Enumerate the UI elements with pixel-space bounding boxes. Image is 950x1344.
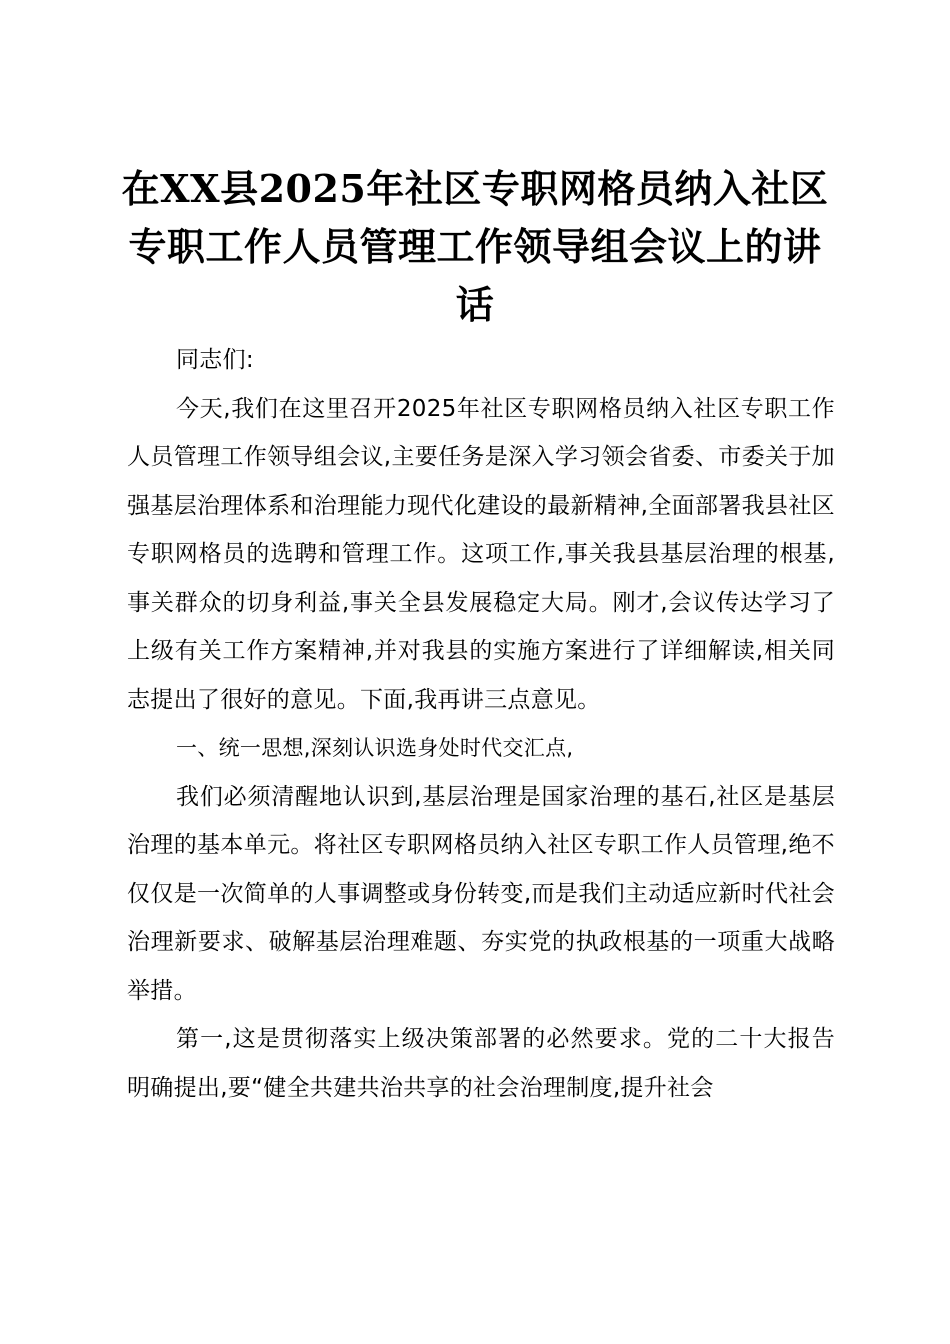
paragraph-first-point: 第一,这是贯彻落实上级决策部署的必然要求。党的二十大报告明确提出,要“健全共建共治共享的社会治理制度,提升社会 bbox=[127, 1026, 835, 1101]
section-heading: 一、统一思想,深刻认识选身处时代交汇点, bbox=[176, 736, 574, 760]
document-title: 在XX县2025年社区专职网格员纳入社区专职工作人员管理工作领导组会议上的讲话 bbox=[121, 166, 829, 327]
paragraph-grassroots: 我们必须清醒地认识到,基层治理是国家治理的基石,社区是基层治理的基本单元。将社区专职网格员纳入社区专职工作人员管理,绝不仅仅是一次简单的人事调整或身份转变,而是我们主动适应新时代社会治理新要求、破解基层治理难题、夯实党的执政根基的一项重大战略举措。 bbox=[127, 783, 835, 1004]
paragraph-intro: 今天,我们在这里召开2025年社区专职网格员纳入社区专职工作人员管理工作领导组会议,主要任务是深入学习领会省委、市委关于加强基层治理体系和治理能力现代化建设的最新精神,全面部署我县社区专职网格员的选聘和管理工作。这项工作,事关我县基层治理的根基,事关群众的切身利益,事关全县发展稳定大局。刚才,会议传达学习了上级有关工作方案精神,并对我县的实施方案进行了详细解读,相关同志提出了很好的意见。下面,我再讲三点意见。 bbox=[127, 395, 835, 713]
document-body bbox=[127, 336, 835, 1112]
salutation: 同志们: bbox=[176, 347, 254, 373]
